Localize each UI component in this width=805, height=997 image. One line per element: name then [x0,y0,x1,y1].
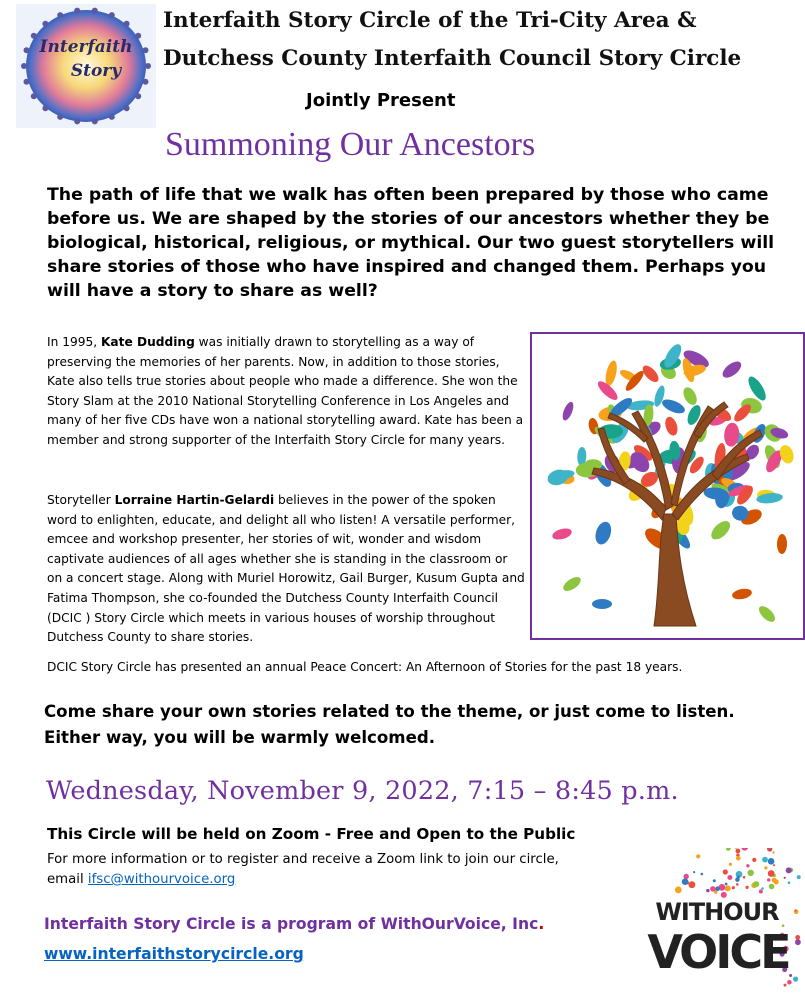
logo-dot [772,851,774,853]
logo-dot [743,876,746,879]
bio1-post: was initially drawn to storytelling as a way of preserving the memories of her parents. Now, in addition to those stories, Kate also tells true stories about people who made a difference. She won the Story Slam at the 2010 National Storytelling Conference in Los Angeles and many of her five CDs have won a national storytelling award. Kate has been a member and strong supporter of the Interfaith Story Circle for many years. [47,335,524,447]
logo-dot [682,878,689,885]
falling-leaf [756,603,777,624]
logo-dot [768,858,775,865]
logo-person-figure [21,63,27,69]
logo-dot [706,889,709,892]
logo-person-figure [42,21,48,27]
tree-leaf [593,520,614,547]
logo-dot [787,980,792,985]
logo-dot [761,887,764,890]
logo-person-figure [57,12,63,18]
logo-person-figure [24,47,30,53]
zoom-heading: This Circle will be held on Zoom - Free and Open to the Public [47,825,576,843]
falling-leaf [592,599,612,609]
logo-dot [693,871,695,873]
svg-text:WITHOUR: WITHOUR [655,898,779,926]
tree-leaf [708,518,733,543]
logo-person-figure [92,118,98,124]
logo-dot [741,848,748,851]
info-line-2 [47,870,559,890]
logo-person-figure [109,114,115,120]
logo-dot [795,935,800,940]
dcic-peace-concert-line: DCIC Story Circle has presented an annual Peace Concert: An Afternoon of Stories for the past 18 years. [47,660,683,674]
logo-dot [732,886,735,889]
logo-dot [789,974,792,977]
bio-lorraine-hartin-gelardi [47,491,525,648]
jointly-present: Jointly Present [306,90,456,111]
logo-dot [701,873,704,876]
tree-illustration-frame [530,332,805,640]
logo-dot [736,883,739,886]
program-period: . [538,915,545,933]
header-line-2: Dutchess County Interfaith Council Story Circle [163,46,742,71]
logo-dot [769,884,775,890]
tree-leaf [777,443,795,465]
logo-person-figure [74,8,80,14]
come-share-message [44,699,735,751]
email-link[interactable]: ifsc@withourvoice.org [87,872,236,887]
logo-person-figure [74,118,80,124]
svg-text:VOICE: VOICE [647,925,789,979]
header-line-1: Interfaith Story Circle of the Tri-City Area & [163,8,697,33]
falling-leaf [777,534,787,554]
logo-dot [748,870,754,876]
interfaith-story-logo [16,4,156,128]
logo-dot [727,875,732,880]
logo-person-figure [57,114,63,120]
info-line-1: For more information or to register and receive a Zoom link to join our circle, [47,852,559,867]
logo-person-figure [24,79,30,85]
event-title: Summoning Our Ancestors [165,126,536,163]
tree-leaf [660,397,687,416]
logo-dot [793,977,798,982]
logo-dot [746,864,749,867]
website-link[interactable]: www.interfaithstorycircle.org [44,945,304,963]
logo-dot [784,984,787,987]
logo-dot [762,857,768,863]
logo-dot [795,909,797,911]
logo-person-figure [109,12,115,18]
event-date-time: Wednesday, November 9, 2022, 7:15 – 8:45 p.m. [46,776,679,806]
logo-dot [737,876,740,879]
logo-person-figure [31,33,37,39]
logo-dot [729,863,732,866]
logo-person-figure [92,8,98,14]
logo-person-figure [124,105,130,111]
logo-person-figure [124,21,130,27]
program-text: Interfaith Story Circle is a program of WithOurVoice, Inc [44,915,539,933]
falling-leaf [731,587,753,601]
logo-dot [725,883,728,886]
logo-dot [715,886,720,891]
logo-dot [723,869,728,874]
falling-leaf [561,574,583,593]
info-email-prefix: email [47,872,88,887]
bio1-name: Kate Dudding [100,335,195,349]
intro-paragraph: The path of life that we walk has often been prepared by those who came before us. We are shaped by the stories of our ancestors whether they be biological, historical, religious, or mythical. Our two guest storytellers will share stories of those who have inspired and changed them. Perhaps you will have a story to share as well? [47,185,775,301]
logo-dot [725,885,731,891]
logo-dot [774,879,779,884]
logo-dot [736,856,741,861]
logo-dot [795,939,801,945]
logo-dot [768,870,775,877]
logo-person-figure [31,93,37,99]
bio2-pre: Storyteller [47,493,115,507]
tree-leaf [663,415,680,437]
come-line-1: Come share your own stories related to the theme, or just come to listen. [44,702,735,721]
tree-leaf [604,359,619,387]
logo-person-figure [135,33,141,39]
bio2-name: Lorraine Hartin-Gelardi [114,493,275,507]
logo-dot [752,858,756,862]
logo-person-figure [143,79,149,85]
logo-dot [696,854,700,858]
logo-dot [733,848,739,849]
tree-leaf [681,385,700,407]
come-line-2: Either way, you will be warmly welcomed. [44,728,436,747]
withourvoice-logo [632,848,802,996]
tree-of-life-image [532,334,803,638]
logo-dot [713,879,716,882]
bio1-pre: In 1995, [47,335,101,349]
logo-dot [753,881,759,887]
logo-dot [784,877,786,879]
logo-dot [710,886,715,891]
program-statement [44,915,544,933]
logo-dot [797,875,801,879]
logo-dot [769,849,771,851]
bio-kate-dudding [47,333,525,451]
logo-dot [767,878,770,881]
logo-dot [736,849,741,854]
logo-person-figure [143,47,149,53]
logo-dot [689,881,696,888]
svg-text:Interfaith: Interfaith [39,37,133,57]
tree-leaf [720,358,744,380]
logo-person-figure [135,93,141,99]
logo-dot [786,867,792,873]
logo-dot [788,881,791,884]
falling-leaf [551,526,573,541]
logo-dot [721,892,727,898]
logo-dot [726,848,731,851]
tree-leaf [560,400,575,421]
svg-text:Story: Story [70,61,122,81]
logo-dot [773,864,775,866]
logo-dot [675,887,682,894]
logo-person-figure [145,63,151,69]
logo-dot [746,886,749,889]
logo-dot [764,866,767,869]
bio2-post: believes in the power of the spoken word to enlighten, educate, and delight all who listen! A versatile performer, emcee and workshop presenter, her stories of wit, wonder and wisdom captivate audiences of all ages whether she is standing in the classroom or on a concert stage. Along with Muriel Horowitz, Gail Burger, Kusum Gupta and Fatima Thompson, she co-founded the Dutchess County Interfaith Council (DCIC ) Story Circle which meets in various houses of worship throughout Dutchess County to share stories. [47,493,525,645]
logo-person-figure [42,105,48,111]
logo-dot [759,890,763,894]
logo-dot [684,874,689,879]
registration-info [47,850,559,890]
